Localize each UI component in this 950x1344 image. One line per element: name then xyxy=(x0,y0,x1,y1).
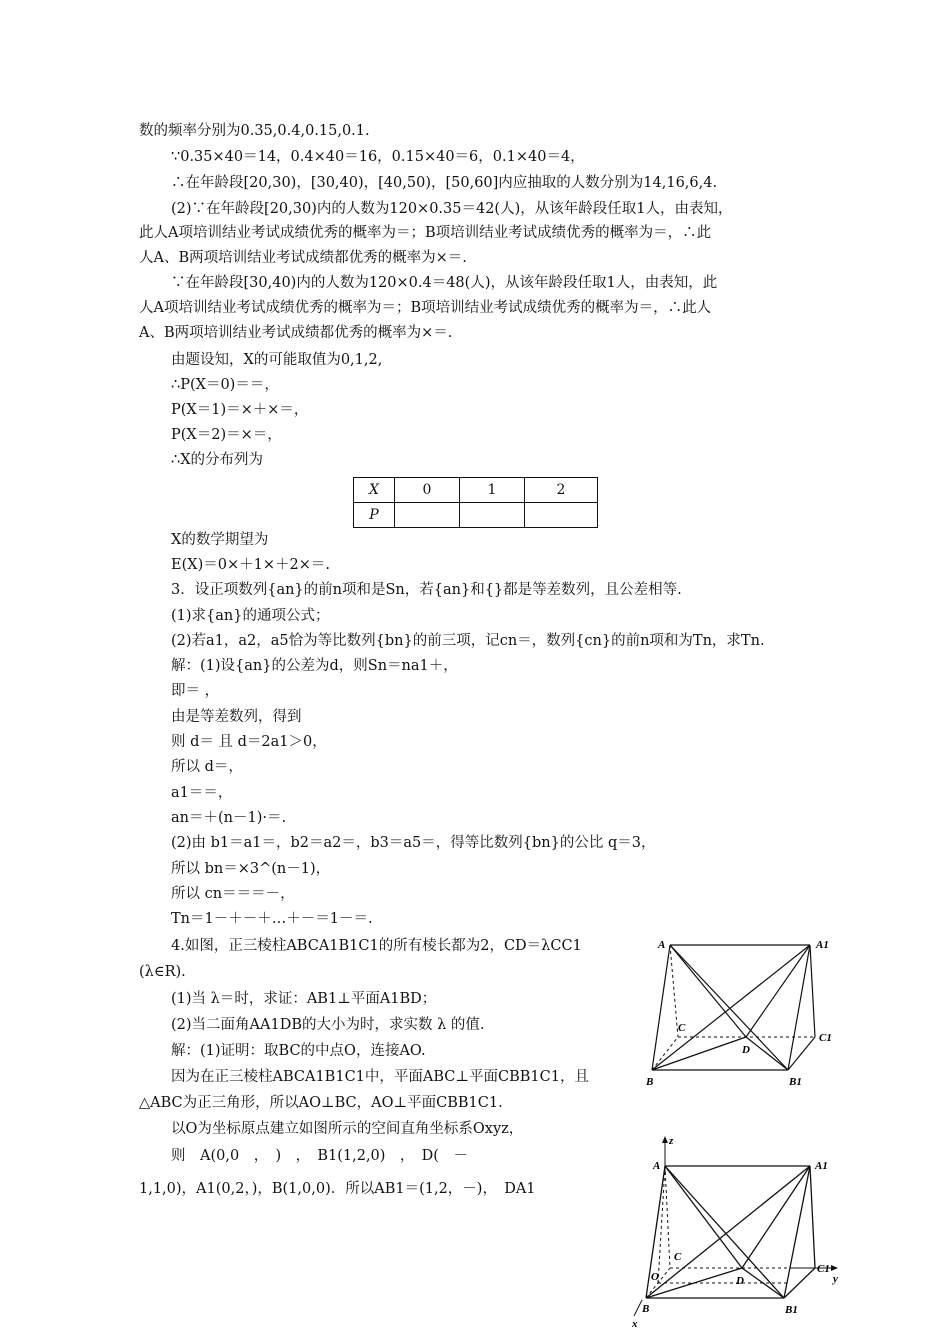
label-c: C xyxy=(678,1022,686,1034)
table-cell xyxy=(525,503,598,528)
prism-figure xyxy=(640,930,840,1090)
text-line: P(X＝2)＝×＝， xyxy=(171,427,282,443)
label-d: D xyxy=(742,1044,750,1056)
text-line: (1)求{an}的通项公式； xyxy=(171,608,330,624)
table-header-0: 0 xyxy=(395,478,460,503)
text-line: E(X)＝0×＋1×＋2×＝. xyxy=(171,557,330,573)
text-line: 由题设知，X的可能取值为0,1,2, xyxy=(171,352,383,368)
text-line: 数的频率分别为0.35,0.4,0.15,0.1. xyxy=(139,123,370,139)
label-a1: A1 xyxy=(815,1160,828,1172)
label-c: C xyxy=(674,1251,682,1263)
text-line: 所以 bn＝×3^(n－1)， xyxy=(171,861,331,877)
table-header-1: 1 xyxy=(460,478,525,503)
text-line: ∴在年龄段[20,30)，[30,40)，[40,50)，[50,60]内应抽取的人数分别为14,16,6,4. xyxy=(171,175,718,191)
text-line: 1,1,0)，A1(0,2，)，B(1,0,0)．所以AB1＝(1,2，－)， DA1 xyxy=(139,1181,536,1197)
label-a1: A1 xyxy=(816,939,829,951)
text-line: △ABC为正三角形，所以AO⊥BC，AO⊥平面CBB1C1. xyxy=(139,1095,503,1111)
label-b: B xyxy=(646,1076,654,1088)
text-line: 解：(1)证明：取BC的中点O，连接AO. xyxy=(171,1043,426,1059)
table-row-label-p: P xyxy=(354,503,395,528)
text-line: 即＝ ， xyxy=(171,683,220,699)
text-line: 则 A(0,0 ， ) ， B1(1,2,0) ， D( － xyxy=(171,1148,468,1164)
text-line: (2)当二面角AA1DB的大小为时，求实数 λ 的值. xyxy=(171,1017,485,1033)
text-line: 由是等差数列，得到 xyxy=(171,709,302,725)
text-line: P(X＝1)＝×＋×＝， xyxy=(171,402,309,418)
label-x: x xyxy=(632,1318,638,1330)
text-line: 则 d＝ 且 d＝2a1＞0， xyxy=(171,734,327,750)
label-b1: B1 xyxy=(789,1076,802,1088)
text-line: X的数学期望为 xyxy=(171,532,269,548)
text-line: an＝＋(n－1)·＝. xyxy=(171,810,287,826)
text-line: 以O为坐标原点建立如图所示的空间直角坐标系Oxyz， xyxy=(171,1121,524,1137)
text-line: 人A项培训结业考试成绩优秀的概率为＝；B项培训结业考试成绩优秀的概率为＝，∴此人 xyxy=(139,300,712,316)
label-c1: C1 xyxy=(817,1263,830,1275)
label-a: A xyxy=(653,1160,661,1172)
table-cell xyxy=(395,503,460,528)
text-line: 此人A项培训结业考试成绩优秀的概率为＝；B项培训结业考试成绩优秀的概率为＝，∴此 xyxy=(139,225,712,241)
text-line: 解：(1)设{an}的公差为d，则Sn＝na1＋， xyxy=(171,658,458,674)
label-z: z xyxy=(669,1135,674,1147)
table-header-x: X xyxy=(354,478,395,503)
label-o: O xyxy=(651,1271,659,1283)
text-line: ∵0.35×40＝14，0.4×40＝16，0.15×40＝6，0.1×40＝4， xyxy=(171,149,585,165)
label-b1: B1 xyxy=(785,1304,798,1316)
table-header-2: 2 xyxy=(525,478,598,503)
text-line: a1＝＝， xyxy=(171,785,233,801)
text-line: 因为在正三棱柱ABCA1B1C1中，平面ABC⊥平面CBB1C1，且 xyxy=(171,1069,589,1085)
text-line: (1)当 λ＝时，求证：AB1⊥平面A1BD； xyxy=(171,991,437,1007)
table-cell xyxy=(460,503,525,528)
text-line: ∴P(X＝0)＝＝， xyxy=(171,377,279,393)
label-d: D xyxy=(736,1275,744,1287)
text-line: ∵在年龄段[30,40)内的人数为120×0.4＝48(人)，从该年龄段任取1人，由表知，此 xyxy=(171,275,718,291)
text-line: (2)若a1，a2，a5恰为等比数列{bn}的前三项，记cn＝，数列{cn}的前n项和为Tn，求Tn. xyxy=(171,633,765,649)
label-c1: C1 xyxy=(819,1032,832,1044)
prism-coordinate-figure xyxy=(630,1132,845,1332)
text-line: (2)∵在年龄段[20,30)内的人数为120×0.35＝42(人)，从该年龄段任取1人，由表知， xyxy=(171,201,733,217)
text-line: 3．设正项数列{an}的前n项和是Sn，若{an}和{}都是等差数列，且公差相等. xyxy=(171,582,682,598)
text-line: ∴X的分布列为 xyxy=(171,452,264,468)
text-line: (λ∈R). xyxy=(139,964,186,980)
text-line: 所以 cn＝＝＝－， xyxy=(171,886,295,902)
distribution-table xyxy=(353,477,598,528)
text-line: 4.如图，正三棱柱ABCA1B1C1的所有棱长都为2，CD＝λCC1 xyxy=(171,938,582,954)
text-line: A、B两项培训结业考试成绩都优秀的概率为×＝. xyxy=(139,325,453,341)
text-line: (2)由 b1＝a1＝，b2＝a2＝，b3＝a5＝，得等比数列{bn}的公比 q＝3， xyxy=(171,835,656,851)
label-a: A xyxy=(658,939,666,951)
text-line: 所以 d＝， xyxy=(171,759,243,775)
text-line: 人A、B两项培训结业考试成绩都优秀的概率为×＝. xyxy=(139,250,467,266)
text-line: Tn＝1－＋－＋…＋－＝1－＝. xyxy=(171,911,373,927)
label-b: B xyxy=(642,1303,650,1315)
label-y: y xyxy=(833,1273,838,1285)
